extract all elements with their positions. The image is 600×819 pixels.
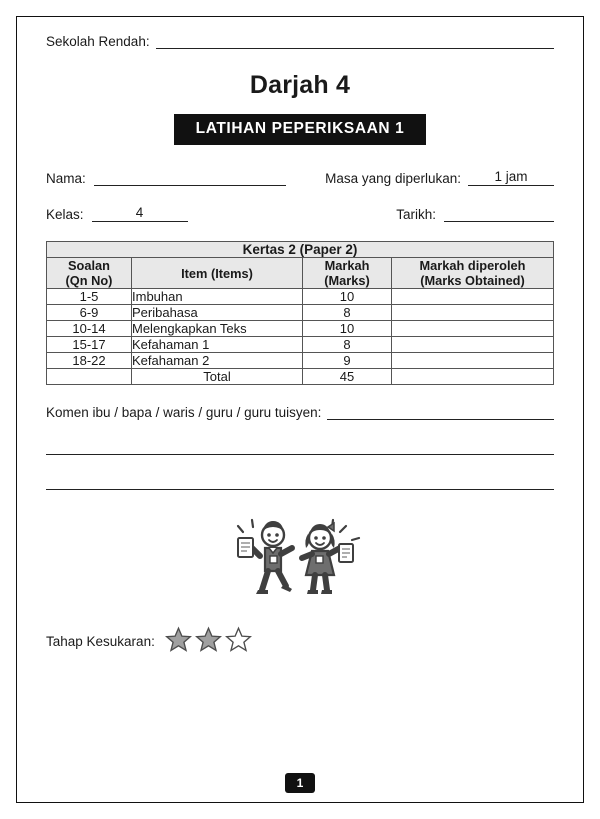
table-caption: Kertas 2 (Paper 2) bbox=[47, 242, 554, 258]
star-empty-3 bbox=[225, 626, 252, 656]
nama-masa-row bbox=[46, 169, 554, 186]
difficulty-row bbox=[46, 626, 554, 656]
tarikh-field bbox=[396, 206, 554, 222]
masa-input[interactable]: 1 jam bbox=[468, 169, 554, 186]
row-marks: 8 bbox=[303, 305, 392, 321]
difficulty-stars bbox=[165, 626, 255, 656]
header-marks-line1: Markah bbox=[324, 258, 370, 273]
header-obtained-line1: Markah diperoleh bbox=[419, 258, 526, 273]
row-marks: 9 bbox=[303, 353, 392, 369]
row-qn: 1-5 bbox=[47, 289, 132, 305]
table-caption-row bbox=[47, 242, 554, 258]
exam-banner-wrap bbox=[46, 114, 554, 145]
kelas-input[interactable]: 4 bbox=[92, 205, 188, 222]
exam-banner: LATIHAN PEPERIKSAAN 1 bbox=[174, 114, 427, 145]
marks-table bbox=[46, 241, 554, 385]
total-label: Total bbox=[132, 369, 303, 385]
page-number-wrap bbox=[0, 773, 600, 793]
kelas-label: Kelas: bbox=[46, 207, 84, 222]
table-row bbox=[47, 321, 554, 337]
page-number: 1 bbox=[285, 773, 316, 793]
kelas-tarikh-row bbox=[46, 205, 554, 222]
row-obtained-input[interactable] bbox=[392, 289, 554, 305]
row-marks: 10 bbox=[303, 289, 392, 305]
tarikh-input[interactable] bbox=[444, 206, 554, 222]
nama-input[interactable] bbox=[94, 170, 286, 186]
page-content bbox=[46, 26, 554, 656]
row-item: Kefahaman 1 bbox=[132, 337, 303, 353]
header-marks bbox=[303, 258, 392, 289]
difficulty-label: Tahap Kesukaran: bbox=[46, 633, 155, 649]
header-obtained bbox=[392, 258, 554, 289]
row-qn: 18-22 bbox=[47, 353, 132, 369]
table-row bbox=[47, 305, 554, 321]
row-item: Kefahaman 2 bbox=[132, 353, 303, 369]
row-obtained-input[interactable] bbox=[392, 321, 554, 337]
comments-label: Komen ibu / bapa / waris / guru / guru tuisyen: bbox=[46, 405, 322, 420]
comments-input-line-2[interactable] bbox=[46, 428, 554, 455]
header-qn-line2: (Qn No) bbox=[65, 273, 113, 288]
total-marks: 45 bbox=[303, 369, 392, 385]
kids-illustration bbox=[46, 516, 554, 612]
header-marks-line2: (Marks) bbox=[324, 273, 370, 288]
kelas-field bbox=[46, 205, 188, 222]
school-input-line[interactable] bbox=[156, 34, 554, 49]
kids-illustration-svg bbox=[220, 516, 380, 612]
table-header-row bbox=[47, 258, 554, 289]
girl-figure bbox=[302, 523, 353, 594]
row-obtained-input[interactable] bbox=[392, 305, 554, 321]
masa-label: Masa yang diperlukan: bbox=[325, 171, 461, 186]
row-qn: 6-9 bbox=[47, 305, 132, 321]
tarikh-label: Tarikh: bbox=[396, 207, 436, 222]
row-marks: 10 bbox=[303, 321, 392, 337]
total-qn bbox=[47, 369, 132, 385]
nama-label: Nama: bbox=[46, 171, 86, 186]
header-qn-line1: Soalan bbox=[68, 258, 110, 273]
page-title: Darjah 4 bbox=[249, 71, 351, 99]
star-filled-2 bbox=[195, 626, 222, 656]
header-obtained-line2: (Marks Obtained) bbox=[420, 273, 525, 288]
boy-figure bbox=[238, 521, 292, 594]
nama-field bbox=[46, 170, 286, 186]
row-item: Melengkapkan Teks bbox=[132, 321, 303, 337]
comments-row bbox=[46, 405, 554, 420]
row-obtained-input[interactable] bbox=[392, 337, 554, 353]
row-item: Peribahasa bbox=[132, 305, 303, 321]
header-item: Item (Items) bbox=[132, 258, 303, 289]
row-item: Imbuhan bbox=[132, 289, 303, 305]
star-filled-1 bbox=[165, 626, 192, 656]
school-label: Sekolah Rendah: bbox=[46, 34, 150, 49]
table-row bbox=[47, 337, 554, 353]
table-row bbox=[47, 289, 554, 305]
row-qn: 10-14 bbox=[47, 321, 132, 337]
row-qn: 15-17 bbox=[47, 337, 132, 353]
total-obtained-input[interactable] bbox=[392, 369, 554, 385]
comments-input-line-3[interactable] bbox=[46, 463, 554, 490]
row-obtained-input[interactable] bbox=[392, 353, 554, 369]
row-marks: 8 bbox=[303, 337, 392, 353]
comments-input-line-1[interactable] bbox=[327, 405, 554, 420]
table-total-row bbox=[47, 369, 554, 385]
header-qn bbox=[47, 258, 132, 289]
masa-field bbox=[325, 169, 554, 186]
table-row bbox=[47, 353, 554, 369]
student-fields bbox=[46, 169, 554, 222]
school-field-row bbox=[46, 34, 554, 49]
